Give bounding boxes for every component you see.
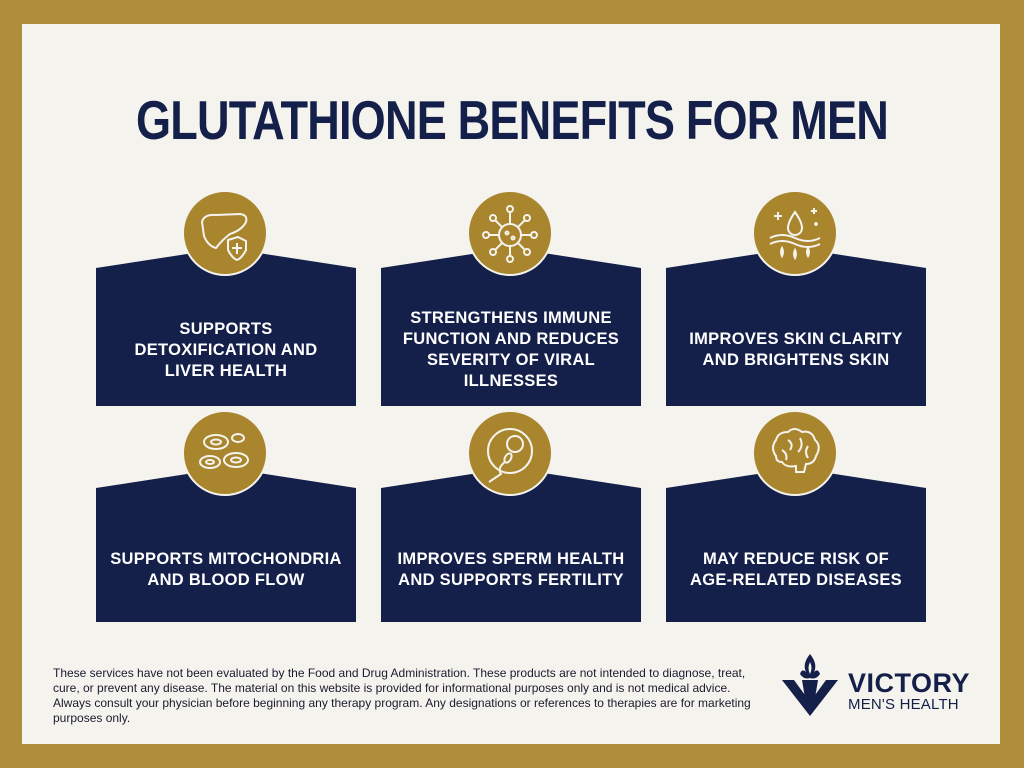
benefit-label: SUPPORTS DETOXIFICATION AND LIVER HEALTH	[134, 319, 318, 380]
benefit-card-detox	[96, 190, 356, 422]
benefit-card-skin	[666, 190, 926, 422]
benefit-card-mitochondria	[96, 410, 356, 642]
benefit-label: STRENGTHENS IMMUNE FUNCTION AND REDUCES SEVERITY OF VIRAL ILLNESSES	[402, 309, 620, 390]
benefit-label: IMPROVES SKIN CLARITY AND BRIGHTENS SKIN	[689, 330, 903, 369]
sperm-icon	[467, 410, 553, 496]
logo-name: VICTORY	[848, 668, 971, 698]
benefit-card-aging	[666, 410, 926, 642]
brain-icon	[752, 410, 838, 496]
benefit-label: SUPPORTS MITOCHONDRIA AND BLOOD FLOW	[110, 550, 342, 589]
disclaimer-text: These services have not been evaluated by the Food and Drug Administration. These products are not intended to diagnose, treat, cure, or prevent any disease. The material on this website is provided for informational purposes only and is not medical advice. Always consult your physician before beginning any therapy program. Any designations or references to therapies are for marketing purposes only.	[53, 666, 751, 725]
benefit-label: MAY REDUCE RISK OF AGE-RELATED DISEASES	[690, 550, 902, 589]
page-title: GLUTATHIONE BENEFITS FOR MEN	[135, 89, 889, 151]
virus-icon	[467, 190, 553, 276]
victory-mens-health-logo	[780, 650, 980, 720]
logo-subtitle: MEN'S HEALTH	[848, 696, 959, 713]
benefit-card-immune	[381, 190, 641, 422]
benefit-label: IMPROVES SPERM HEALTH AND SUPPORTS FERTILITY	[397, 550, 625, 589]
benefit-card-fertility	[381, 410, 641, 642]
liver-icon	[182, 190, 268, 276]
blood-cells-icon	[182, 410, 268, 496]
skin-icon	[752, 190, 838, 276]
torch-shield-icon	[780, 652, 840, 718]
